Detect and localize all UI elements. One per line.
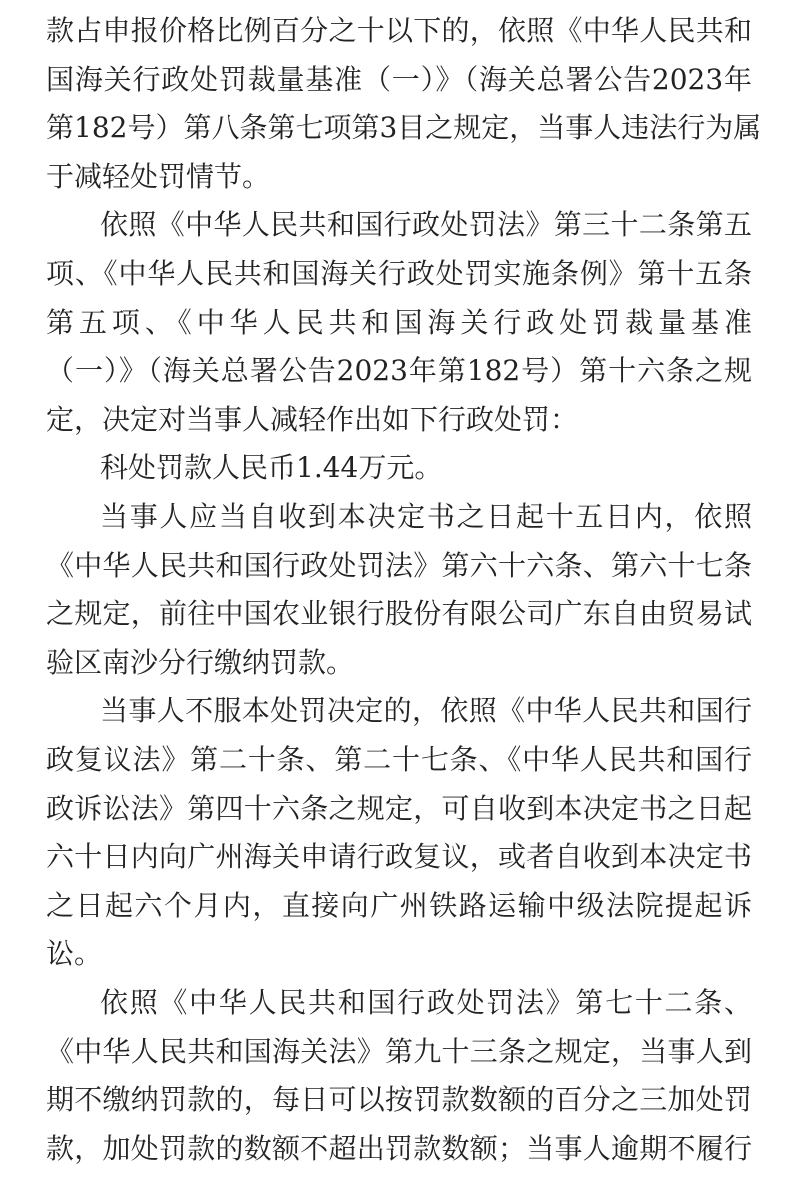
text-line: 款占申报价格比例百分之十以下的，依照《中华人民共和 — [46, 14, 752, 47]
text-line: 期不缴纳罚款的，每日可以按罚款数额的百分之三加处罚 — [46, 1083, 752, 1117]
text-line: 第182号）第八条第七项第3目之规定，当事人违法行为属 — [46, 111, 762, 145]
penalty-amount-line: 科处罚款人民币1.44万元。 — [100, 451, 443, 485]
text-line: 第五项、《中华人民共和国海关行政处罚裁量基准 — [46, 305, 752, 339]
text-line: 讼。 — [46, 937, 103, 971]
paragraph-start-line: 依照《中华人民共和国行政处罚法》第三十二条第五 — [100, 208, 752, 242]
text-line: 验区南沙分行缴纳罚款。 — [46, 645, 355, 679]
text-line: 《中华人民共和国海关法》第九十三条之规定，当事人到 — [46, 1034, 752, 1068]
text-line: 项、《中华人民共和国海关行政处罚实施条例》第十五条 — [46, 257, 752, 290]
text-line: 国海关行政处罚裁量基准（一）》（海关总署公告2023年 — [46, 62, 752, 96]
paragraph-start-line: 依照《中华人民共和国行政处罚法》第七十二条、 — [100, 986, 752, 1019]
text-line: 之日起六个月内，直接向广州铁路运输中级法院提起诉 — [46, 888, 752, 922]
text-line: 之规定，前往中国农业银行股份有限公司广东自由贸易试 — [46, 597, 752, 631]
paragraph-start-line: 当事人应当自收到本决定书之日起十五日内，依照 — [100, 500, 752, 533]
text-line: （一）》（海关总署公告2023年第182号）第十六条之规 — [46, 354, 752, 388]
text-line: 六十日内向广州海关申请行政复议，或者自收到本决定书 — [46, 840, 752, 874]
text-line: 款，加处罚款的数额不超出罚款数额；当事人逾期不履行 — [46, 1131, 752, 1165]
text-line: 于减轻处罚情节。 — [46, 159, 271, 193]
text-line: 政复议法》第二十条、第二十七条、《中华人民共和国行 — [46, 743, 752, 776]
text-line: 政诉讼法》第四十六条之规定，可自收到本决定书之日起 — [46, 791, 752, 825]
text-line: 《中华人民共和国行政处罚法》第六十六条、第六十七条 — [46, 548, 752, 582]
text-line: 定，决定对当事人减轻作出如下行政处罚： — [46, 402, 579, 436]
paragraph-start-line: 当事人不服本处罚决定的，依照《中华人民共和国行 — [100, 694, 752, 728]
